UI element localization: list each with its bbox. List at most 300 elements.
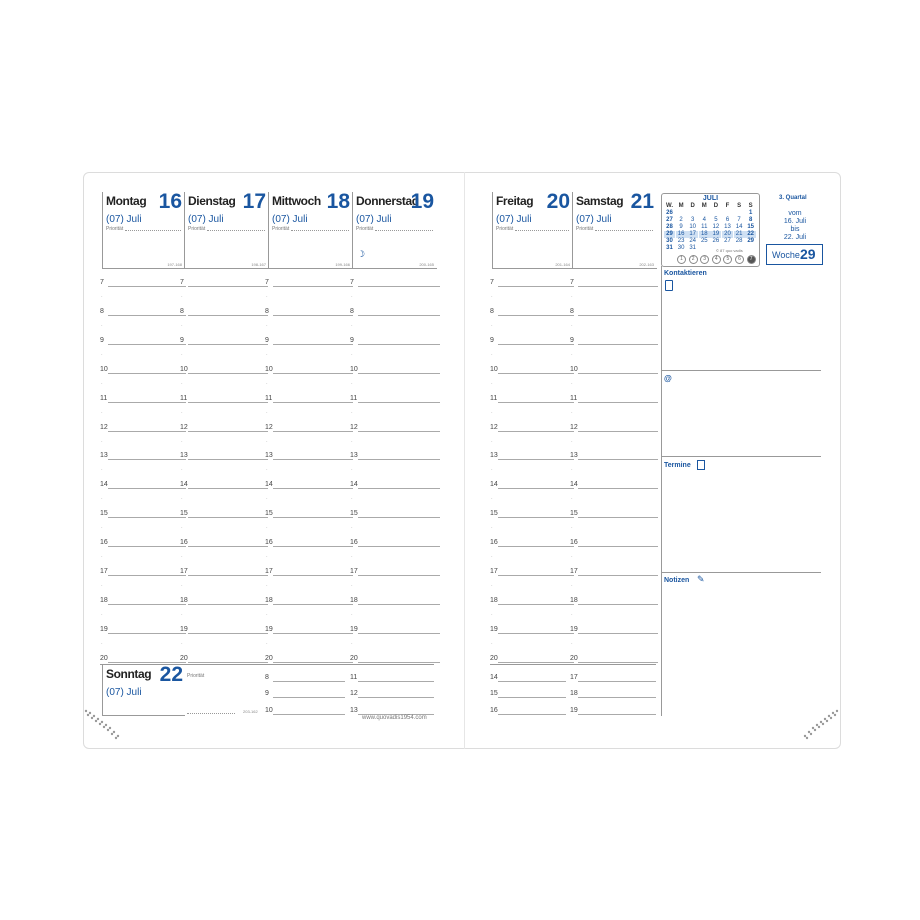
hour-line [358, 517, 440, 518]
priority-line [187, 713, 235, 714]
day-month: (07) Juli [106, 214, 142, 225]
hour-line [358, 315, 440, 316]
mini-calendar-week: 27 [666, 217, 673, 223]
half-hour-dot: · [181, 554, 183, 561]
hour-label: 20 [350, 654, 358, 662]
half-hour-dot: · [571, 496, 573, 503]
day-header-saturday [572, 192, 657, 269]
day-number: 17 [242, 190, 266, 213]
half-hour-dot: · [491, 525, 493, 532]
hour-line [273, 459, 353, 460]
hour-line [273, 662, 353, 663]
day-number: 16 [158, 190, 182, 213]
half-hour-dot: · [571, 409, 573, 416]
hour-line [498, 286, 574, 287]
email-symbol: @ [664, 374, 672, 383]
half-hour-dot: · [351, 554, 353, 561]
day-month: (07) Juli [106, 687, 142, 698]
hour-line [578, 431, 658, 432]
hour-label: 8 [265, 674, 269, 681]
hour-label: 9 [350, 336, 354, 344]
half-hour-dot: · [351, 409, 353, 416]
day-code: 197-168 [167, 262, 182, 267]
hour-line [578, 633, 658, 634]
hour-line [273, 575, 353, 576]
week-range [766, 210, 824, 242]
priority-line [207, 230, 265, 231]
half-hour-dot: · [351, 294, 353, 300]
hour-line [578, 315, 658, 316]
hour-label: 17 [570, 674, 578, 681]
hour-label: 12 [570, 423, 578, 431]
hour-label: 18 [570, 690, 578, 697]
half-hour-dot: · [491, 438, 493, 445]
mini-calendar-day: 10 [689, 224, 697, 230]
hour-line [188, 459, 268, 460]
hour-label: 14 [100, 481, 108, 489]
phone-icon [665, 280, 673, 291]
hour-label: 13 [490, 452, 498, 460]
day-header-monday [102, 192, 185, 269]
mini-calendar-day: 14 [735, 224, 743, 230]
hour-label: 8 [180, 307, 184, 315]
hour-label: 19 [570, 625, 578, 633]
hour-line [498, 633, 574, 634]
hour-line [358, 459, 440, 460]
week-box [766, 244, 823, 265]
mini-calendar-header: M [678, 203, 684, 209]
mini-calendar-day: 15 [747, 224, 755, 230]
hour-line [578, 604, 658, 605]
hour-line [108, 344, 186, 345]
mini-calendar-day: 9 [679, 224, 683, 230]
day-header-friday [492, 192, 573, 269]
hour-label: 13 [180, 452, 188, 460]
mini-calendar-day: 23 [677, 238, 685, 244]
half-hour-dot: · [351, 640, 353, 647]
notes-label: Notizen [664, 577, 690, 584]
hour-label: 9 [265, 690, 269, 697]
hour-label: 19 [180, 625, 188, 633]
half-hour-dot: · [101, 294, 103, 300]
hour-label: 16 [265, 539, 273, 547]
hour-label: 10 [490, 365, 498, 373]
mini-calendar-day: 17 [687, 231, 698, 238]
mini-calendar-day: 25 [700, 238, 708, 244]
hour-label: 16 [490, 539, 498, 547]
hour-label: 20 [265, 654, 273, 662]
hour-line [108, 402, 186, 403]
half-hour-dot: · [181, 409, 183, 416]
hour-line [358, 633, 440, 634]
half-hour-dot: · [351, 525, 353, 532]
hour-label: 7 [100, 279, 104, 286]
priority-line [291, 230, 349, 231]
hour-label: 11 [100, 394, 108, 402]
hour-label: 15 [180, 510, 188, 518]
half-hour-dot: · [101, 496, 103, 503]
hour-label: 16 [490, 707, 498, 714]
hour-line [578, 575, 658, 576]
half-hour-dot: · [181, 525, 183, 532]
hour-line [273, 286, 353, 287]
hour-line [578, 681, 656, 682]
pen-icon: ✎ [697, 574, 705, 584]
hour-line [188, 344, 268, 345]
half-hour-dot: · [181, 583, 183, 589]
hour-line [273, 697, 345, 698]
hour-label: 10 [350, 365, 358, 373]
section-divider [661, 456, 821, 457]
mini-calendar-day: 2 [679, 217, 683, 223]
hour-label: 14 [570, 481, 578, 489]
half-hour-dot: · [491, 583, 493, 589]
day-month: (07) Juli [356, 214, 392, 225]
day-month: (07) Juli [188, 214, 224, 225]
hour-line [498, 344, 574, 345]
moon-phase-circle: 6 [735, 255, 744, 264]
moon-phase-circle: 3 [700, 255, 709, 264]
hour-label: 7 [490, 279, 494, 286]
day-name: Dienstag [188, 194, 236, 208]
hour-label: 11 [350, 394, 358, 402]
priority-label: Priorität [106, 226, 124, 232]
half-hour-dot: · [266, 351, 268, 358]
hour-line [273, 714, 345, 715]
weekend-divider [490, 664, 656, 665]
hour-label: 16 [180, 539, 188, 547]
hour-line [273, 517, 353, 518]
mini-calendar-day: 13 [724, 224, 731, 230]
half-hour-dot: · [571, 351, 573, 358]
hour-line [188, 604, 268, 605]
day-number: 22 [159, 663, 183, 686]
day-month: (07) Juli [272, 214, 308, 225]
hour-label: 18 [265, 596, 273, 604]
hour-line [358, 286, 440, 287]
hour-line [498, 373, 574, 374]
hour-line [578, 373, 658, 374]
day-number: 20 [546, 190, 570, 213]
half-hour-dot: · [266, 467, 268, 474]
half-hour-dot: · [266, 322, 268, 329]
half-hour-dot: · [491, 380, 493, 387]
section-divider [661, 370, 821, 371]
hour-line [578, 488, 658, 489]
hour-line [188, 488, 268, 489]
mini-calendar [661, 193, 760, 267]
hour-label: 18 [180, 596, 188, 604]
half-hour-dot: · [491, 322, 493, 329]
half-hour-dot: · [181, 467, 183, 474]
half-hour-dot: · [101, 351, 103, 358]
hour-line [188, 517, 268, 518]
hour-label: 17 [490, 568, 498, 575]
half-hour-dot: · [571, 438, 573, 445]
mini-calendar-header: W. [666, 203, 673, 209]
hour-line [108, 286, 186, 287]
half-hour-dot: · [101, 611, 103, 618]
day-number: 21 [630, 190, 654, 213]
day-name: Mittwoch [272, 194, 321, 208]
mini-calendar-day: 11 [701, 224, 708, 230]
day-name: Freitag [496, 194, 534, 208]
half-hour-dot: · [266, 611, 268, 618]
hour-line [108, 315, 186, 316]
hour-line [498, 517, 574, 518]
hour-label: 15 [350, 510, 358, 518]
hour-line [358, 546, 440, 547]
half-hour-dot: · [101, 583, 103, 589]
section-divider [661, 572, 821, 573]
half-hour-dot: · [181, 611, 183, 618]
hour-label: 10 [100, 365, 108, 373]
hour-label: 12 [180, 423, 188, 431]
mini-calendar-header: D [713, 203, 719, 209]
hour-label: 10 [265, 707, 273, 714]
half-hour-dot: · [491, 496, 493, 503]
hour-label: 19 [100, 625, 108, 633]
half-hour-dot: · [351, 380, 353, 387]
day-code: 198-167 [251, 262, 266, 267]
hour-line [498, 681, 566, 682]
hour-line [578, 459, 658, 460]
hour-line [498, 431, 574, 432]
half-hour-dot: · [351, 438, 353, 445]
hour-label: 14 [265, 481, 273, 489]
half-hour-dot: · [181, 496, 183, 503]
hour-label: 9 [180, 336, 184, 344]
mini-calendar-day: 27 [724, 238, 731, 244]
hour-line [273, 546, 353, 547]
hour-label: 20 [490, 654, 498, 662]
hour-label: 12 [350, 690, 358, 697]
hour-line [358, 681, 434, 682]
hour-label: 18 [490, 596, 498, 604]
half-hour-dot: · [491, 611, 493, 618]
half-hour-dot: · [351, 351, 353, 358]
half-hour-dot: · [266, 380, 268, 387]
hour-label: 11 [180, 394, 188, 402]
hour-label: 12 [490, 423, 498, 431]
half-hour-dot: · [101, 554, 103, 561]
hour-line [358, 697, 434, 698]
hour-line [498, 575, 574, 576]
hour-label: 18 [100, 596, 108, 604]
half-hour-dot: · [101, 438, 103, 445]
range-bis: bis [790, 226, 800, 233]
hour-line [273, 373, 353, 374]
hour-label: 14 [180, 481, 188, 489]
hour-label: 15 [490, 510, 498, 518]
mini-calendar-header: D [690, 203, 695, 209]
hour-line [498, 714, 566, 715]
half-hour-dot: · [181, 351, 183, 358]
day-name: Sonntag [106, 667, 152, 681]
day-header-thursday [352, 192, 437, 269]
half-hour-dot: · [101, 640, 103, 647]
mini-calendar-day: 8 [749, 217, 753, 223]
half-hour-dot: · [571, 380, 573, 387]
mini-calendar-day: 24 [689, 238, 697, 244]
mini-calendar-day: 7 [737, 217, 741, 223]
half-hour-dot: · [571, 611, 573, 618]
half-hour-dot: · [266, 496, 268, 503]
hour-line [108, 546, 186, 547]
mini-calendar-week: 28 [666, 224, 673, 230]
half-hour-dot: · [101, 467, 103, 474]
half-hour-dot: · [101, 380, 103, 387]
mini-calendar-header: F [725, 203, 730, 209]
hour-line [498, 546, 574, 547]
mini-calendar-day: 18 [699, 231, 710, 238]
hour-line [498, 697, 566, 698]
crescent-moon-icon: ☽ [357, 249, 366, 259]
hour-label: 17 [180, 568, 188, 575]
mini-calendar-header: S [748, 203, 753, 209]
hour-line [188, 431, 268, 432]
hour-line [498, 604, 574, 605]
hour-label: 13 [570, 452, 578, 460]
day-header-tuesday [184, 192, 269, 269]
hour-line [188, 633, 268, 634]
half-hour-dot: · [266, 554, 268, 561]
corner-dots-left [83, 708, 128, 748]
hour-label: 8 [100, 307, 104, 315]
priority-line [375, 230, 433, 231]
hour-label: 8 [265, 307, 269, 315]
column-divider [661, 266, 662, 716]
hour-label: 14 [350, 481, 358, 489]
mini-calendar-day: 21 [734, 231, 745, 238]
half-hour-dot: · [571, 640, 573, 647]
half-hour-dot: · [571, 525, 573, 532]
half-hour-dot: · [351, 322, 353, 329]
hour-label: 19 [350, 625, 358, 633]
priority-label: Priorität [496, 226, 514, 232]
day-header-wednesday [268, 192, 353, 269]
hour-line [273, 315, 353, 316]
half-hour-dot: · [491, 467, 493, 474]
day-code: 203-162 [243, 709, 258, 714]
week-number: 29 [800, 246, 816, 262]
hour-label: 15 [265, 510, 273, 518]
hour-line [358, 604, 440, 605]
mini-calendar-day: 12 [712, 224, 720, 230]
hour-label: 9 [265, 336, 269, 344]
calendar-icon [697, 460, 705, 470]
hour-label: 7 [570, 279, 574, 286]
hour-line [273, 488, 353, 489]
range-to: 22. Juli [783, 234, 807, 241]
day-name: Samstag [576, 194, 624, 208]
mini-calendar-week: 30 [666, 238, 673, 244]
moon-phase-circle: 4 [712, 255, 721, 264]
half-hour-dot: · [571, 583, 573, 589]
hour-label: 20 [570, 654, 578, 662]
hour-label: 15 [570, 510, 578, 518]
hour-line [578, 286, 658, 287]
half-hour-dot: · [266, 409, 268, 416]
hour-line [498, 662, 574, 663]
half-hour-dot: · [181, 322, 183, 329]
hour-label: 20 [100, 654, 108, 662]
half-hour-dot: · [266, 525, 268, 532]
hour-label: 13 [350, 707, 358, 714]
hour-line [108, 517, 186, 518]
moon-phase-circle: 5 [723, 255, 732, 264]
hour-line [188, 373, 268, 374]
hour-line [578, 546, 658, 547]
day-month: (07) Juli [576, 214, 612, 225]
mini-calendar-day: 4 [702, 217, 706, 223]
hour-label: 8 [490, 307, 494, 315]
hour-label: 14 [490, 481, 498, 489]
mini-calendar-header: S [737, 203, 742, 209]
hour-label: 10 [570, 365, 578, 373]
hour-label: 12 [350, 423, 358, 431]
hour-line [108, 488, 186, 489]
half-hour-dot: · [491, 554, 493, 561]
hour-label: 14 [490, 674, 498, 681]
hour-label: 19 [490, 625, 498, 633]
mini-calendar-day: 30 [677, 245, 685, 251]
hour-line [273, 681, 345, 682]
hour-label: 15 [100, 510, 108, 518]
hour-line [358, 373, 440, 374]
mini-calendar-day: 1 [749, 210, 753, 216]
hour-label: 10 [265, 365, 273, 373]
day-code: 201-164 [555, 262, 570, 267]
moon-phase-circle: 7 [747, 255, 756, 264]
half-hour-dot: · [351, 611, 353, 618]
mini-calendar-day: 31 [689, 245, 697, 251]
half-hour-dot: · [351, 467, 353, 474]
half-hour-dot: · [181, 294, 183, 300]
hour-line [188, 315, 268, 316]
hour-label: 10 [180, 365, 188, 373]
hour-label: 19 [570, 707, 578, 714]
hour-label: 15 [490, 690, 498, 697]
day-number: 19 [410, 190, 434, 213]
quarter-label: 3. Quartal [779, 195, 807, 201]
day-number: 18 [326, 190, 350, 213]
half-hour-dot: · [181, 640, 183, 647]
hour-label: 16 [100, 539, 108, 547]
half-hour-dot: · [181, 380, 183, 387]
mini-calendar-day: 6 [725, 217, 730, 223]
website-text: www.quovadis1954.com [362, 715, 427, 721]
hour-line [578, 662, 658, 663]
hour-label: 17 [100, 568, 108, 575]
hour-line [188, 575, 268, 576]
day-code: 202-163 [639, 262, 654, 267]
day-month: (07) Juli [496, 214, 532, 225]
mini-calendar-week: 29 [664, 231, 675, 238]
hour-label: 20 [180, 654, 188, 662]
hour-line [188, 662, 268, 663]
half-hour-dot: · [101, 525, 103, 532]
hour-line [358, 488, 440, 489]
hour-label: 9 [490, 336, 494, 344]
mini-calendar-day: 26 [712, 238, 720, 244]
hour-line [108, 633, 186, 634]
range-vom: vom [788, 210, 802, 217]
hour-line [188, 546, 268, 547]
hour-line [498, 402, 574, 403]
hour-line [358, 431, 440, 432]
hour-label: 17 [570, 568, 578, 575]
